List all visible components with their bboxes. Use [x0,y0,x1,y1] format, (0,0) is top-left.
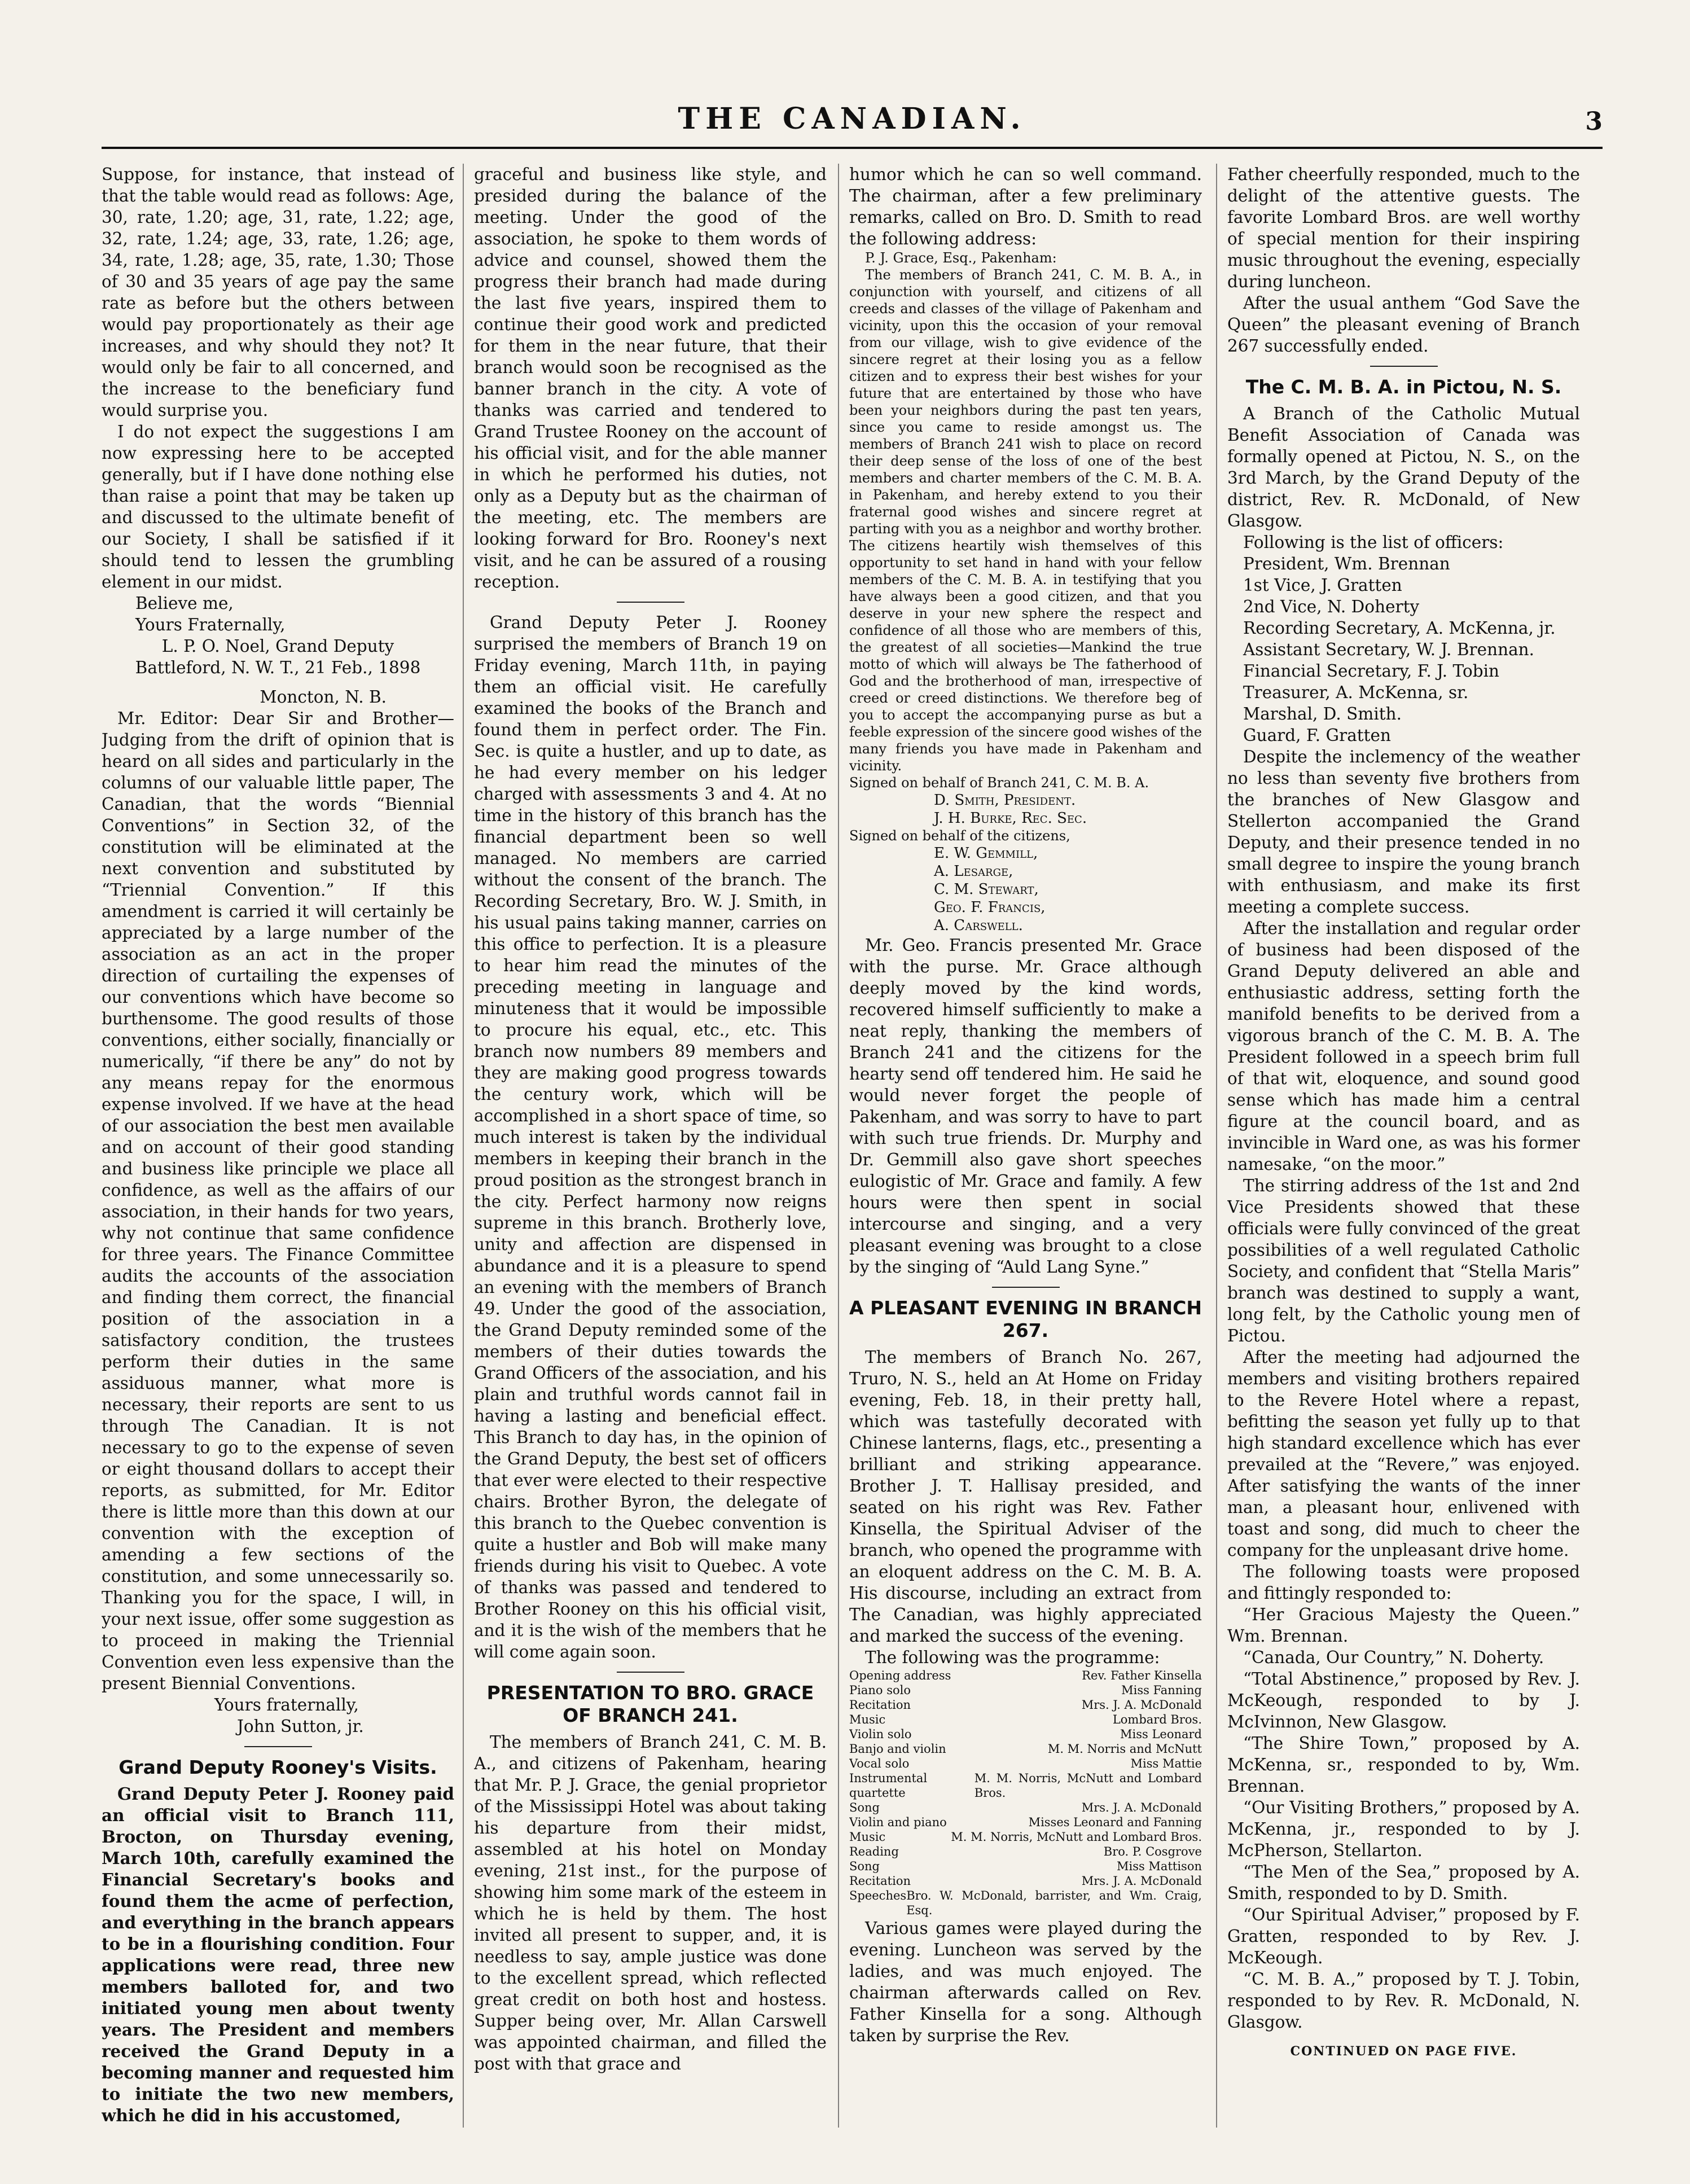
continued-notice: CONTINUED ON PAGE FIVE. [1290,2044,1517,2059]
programme-item-title: Song [849,1860,880,1873]
article-paragraph: Father cheerfully responded, much to the delight of the attentive guests. The favorite Lombard Bros. are well worthy of special mention for their inspiring music throughout the evening, especially during luncheon. [1227,165,1580,291]
article-paragraph: After the meeting had adjourned the members and visiting brothers repaired to the Revere Hotel where a repast, befitting the season yet fully up to that high standard excellence which has ever prevailed at the “Revere,” was enjoyed. After satisfying the wants of the inner man, a pleasant hour, enlivened with toast and song, did much to cheer the company for the unpleasant drive home. [1227,1348,1580,1560]
letter-closing: Yours Fraternally, [135,615,286,634]
article-paragraph: After the installation and regular order of business had been disposed of the Grand Deputy delivered an able and enthusiastic address, setting forth the manifold benefits to be derived from a vigorous branch of the C. M. B. A. The President followed in a speech brim full of that wit, eloquence, and sound good sense which has made him a central figure at the council board, and as invincible in Ward one, as was his former namesake, “on the moor.” [1227,919,1580,1174]
letter-signature: L. P. O. Noel, Grand Deputy [161,637,394,656]
article-paragraph: Mr. Editor: Dear Sir and Brother—Judging from the drift of opinion that is heard on all sides and particularly in the columns of our valuable little paper, The Canadian, that the words “Biennial Conventions” in Section 32, of the constitution will be eliminated at the next convention and substituted by “Triennial Convention.” If this amendment is carried it will certainly be appreciated by a large number of the association as an act in the proper direction of curtailing the expenses of our conventions which have become so burthensome. The good results of those conventions, either socially, financially or numerically, “if there be any” do not by any means repay for the enormous expense involved. If we have at the head of our association the best men available and on account of their good standing and business like principle we place all confidence, as well as the affairs of our association, in their hands for two years, why not continue that same confidence for three years. The Finance Committee audits the accounts of the association and finding them correct, the financial position of the association in a satisfactory condition, the trustees perform their duties in the same assiduous manner, what more is necessary, their reports are sent to us through The Canadian. It is not necessary to go to the expense of seven or eight thousand dollars to accept their reports, as submitted, for Mr. Editor there is little more than this down at our convention with the exception of amending a few sections of the constitution, and some unnecessarily so. Thanking you for the space, I will, in your next issue, offer some suggestion as to proceed in making the Triennial Convention even less expensive than the present Biennial Conventions. [102,709,454,1693]
officer-entry: Assistant Secretary, W. J. Brennan. [1243,640,1535,659]
toast-entry: “Our Spiritual Adviser,” proposed by F. Gratten, responded to by Rev. J. McKeough. [1227,1905,1580,1967]
programme-item-performer: Miss Mattison [1116,1860,1202,1873]
signature-line: Signed on behalf of Branch 241, C. M. B. A. [849,775,1149,791]
programme-item [849,1888,1202,1918]
signer: A. Lesarge, [934,863,1013,880]
programme-item-performer: Lombard Bros. [1112,1713,1202,1726]
column-3 [849,164,1202,2133]
address-text: The members of Branch 241, C. M. B. A., in conjunction with yourself, and citizens of all creeds and classes of the village of Pakenham and vicinity, upon this the occasion of your removal from our village, wish to give evidence of the sincere regret at their losing you as a fellow citizen and to express their best wishes for your future that are entertained by those who have been your neighbors during the past ten years, since you came to reside amongst us. The members of Branch 241 wish to place on record their deep sense of the loss of one of the best members and charter members of the C. M. B. A. in Pakenham, and hereby extend to you their fraternal good wishes and sincere regret at parting with you as a neighbor and worthy brother. The citizens heartily wish themselves of this opportunity to set hand in hand with your fellow members of the C. M. B. A. in testifying that you have always been a good citizen, and that you deserve in your new sphere the respect and confidence of all those who are members of this, the greatest of all societies—Mankind the true motto of which will always be The fatherhood of God and the brotherhood of man, irrespective of creed or creed distinctions. We therefore beg of you to accept the accompanying purse as but a feeble expression of the sincere good wishes of the many friends you have made in Pakenham and vicinity. [849,267,1202,774]
programme-item-title: Piano solo [849,1683,911,1697]
column-2 [474,164,827,2133]
programme-item-performer: Mrs. J. A. McDonald [1081,1874,1202,1888]
programme-item [849,1668,1202,1683]
address-salutation: P. J. Grace, Esq., Pakenham: [865,250,1057,266]
letter-closing: Believe me, [135,594,234,613]
column-1 [102,164,454,2133]
article-paragraph: A Branch of the Catholic Mutual Benefit Association of Canada was formally opened at Pictou, N. S., on the 3rd March, by the Grand Deputy of the district, Rev. R. McDonald, of New Glasgow. [1227,404,1580,530]
programme-item-performer: Miss Fanning [1121,1683,1202,1697]
officer-entry: Treasurer, A. McKenna, sr. [1243,683,1469,702]
programme-item-performer: M. M. Norris and McNutt [1047,1742,1202,1756]
programme-item [849,1815,1202,1830]
programme-item [849,1874,1202,1888]
article-paragraph: The stirring address of the 1st and 2nd Vice Presidents showed that these officials were fully convinced of the great possibilities of a well regulated Catholic Society, and confident that “Stella Maris” branch was destined to supply a want, long felt, by the Catholic young men of Pictou. [1227,1176,1580,1345]
toast-entry: “The Shire Town,” proposed by A. McKenna, sr., responded to by, Wm. Brennan. [1227,1734,1580,1796]
programme-item [849,1800,1202,1815]
programme-item-performer: Mrs. J. A. McDonald [1081,1698,1202,1712]
article-paragraph: The members of Branch No. 267, Truro, N. S., held an At Home on Friday evening, Feb. 18, in their pretty hall, which was tastefully decorated with Chinese lanterns, flags, etc., presenting a brilliant and striking appearance. Brother J. T. Hallisay presided, and seated on his right was Rev. Father Kinsella, the Spiritual Adviser of the branch, who opened the programme with an eloquent address on the C. M. B. A. His discourse, including an extract from The Canadian, was highly appreciated and marked the success of the evening. [849,1348,1202,1646]
officers-list [1227,553,1580,746]
programme-item [849,1727,1202,1742]
programme-item-title: Instrumental quartette [849,1771,928,1800]
section-separator [617,1672,684,1673]
programme-item-title: Recitation [849,1698,911,1712]
letter-signature: John Sutton, jr. [237,1717,364,1736]
programme-item [849,1698,1202,1712]
programme-item [849,1742,1202,1756]
signature-line: Signed on behalf of the citizens, [849,828,1070,844]
programme-item-performer: M. M. Norris, McNutt and Lombard Bros. [974,1771,1202,1800]
programme-item [849,1859,1202,1874]
article-paragraph: Grand Deputy Peter J. Rooney surprised the members of Branch 19 on Friday evening, March 11th, in paying them an official visit. He carefully examined the books of the Branch and found them in perfect order. The Fin. Sec. is quite a hustler, and up to date, as he had every member on his ledger charged with assessments 3 and 4. At no time in the history of this branch has the financial department been so well managed. No members are carried without the consent of the branch. The Recording Secretary, Bro. W. J. Smith, in his usual pains taking manner, carries on this office to perfection. It is a pleasure to hear him read the minutes of the preceding meeting in language and minuteness that it would be impossible to procure his equal, etc., etc. This branch now numbers 89 members and they are making good progress towards the century work, which will be accomplished in a short space of time, so much interest is taken by the individual members in keeping their branch in the proud position as the strongest branch in the city. Perfect harmony now reigns supreme in this branch. Brotherly love, unity and affection are dispensed in abundance and it is a pleasure to spend an evening with the members of Branch 49. Under the good of the association, the Grand Deputy reminded some of the members of their duties towards the Grand Officers of the association, and his plain and truthful words cannot fail in having a lasting and beneficial effect. This Branch to day has, in the opinion of the Grand Deputy, the best set of officers that ever were elected to their respective chairs. Brother Byron, the delegate of this branch to the Quebec convention is quite a hustler and Bob will make many friends during his visit to Quebec. A vote of thanks was passed and tendered to Brother Rooney on this his official visit, and it is the wish of the members that he will come again soon. [474,613,827,1661]
programme-item-title: Reading [849,1845,899,1858]
programme-item-performer: Mrs. J. A. McDonald [1081,1801,1202,1814]
programme-item-performer: Rev. Father Kinsella [1082,1669,1202,1682]
programme-item-title: Opening address [849,1669,951,1682]
newspaper-title: THE CANADIAN. [678,102,1026,136]
officer-entry: 1st Vice, J. Gratten [1243,576,1402,595]
toast-entry: “C. M. B. A.,” proposed by T. J. Tobin, responded to by Rev. R. McDonald, N. Glasgow. [1227,1970,1580,2032]
article-paragraph: After the usual anthem “God Save the Queen” the pleasant evening of Branch 267 successfully ended. [1227,293,1580,356]
programme-item-performer: Misses Leonard and Fanning [1028,1815,1202,1829]
dateline: Moncton, N. B. [260,687,387,707]
programme-item-title: Recitation [849,1874,911,1888]
toasts-list [1227,1604,1580,2033]
letter-place-date: Battleford, N. W. T., 21 Feb., 1898 [135,658,421,677]
column-rule [838,164,839,2128]
programme-item-performer: Bro. W. McDonald, barrister, and Wm. Craig, Esq. [906,1889,1202,1917]
officer-entry: Guard, F. Gratten [1243,726,1391,745]
programme-item-title: Banjo and violin [849,1742,946,1756]
article-heading: The C. M. B. A. in Pictou, N. S. [1245,376,1562,398]
article-paragraph: The following toasts were proposed and fittingly responded to: [1227,1562,1580,1603]
programme-item [849,1756,1202,1771]
section-separator [617,602,684,603]
toast-entry: “Total Abstinence,” proposed by Rev. J. McKeough, responded to by J. McIvinnon, New Glasgow. [1227,1669,1580,1731]
officer-entry: Recording Secretary, A. McKenna, jr. [1243,619,1556,638]
article-paragraph: Following is the list of officers: [1243,533,1504,552]
article-paragraph: graceful and business like style, and presided during the balance of the meeting. Under the good of the association, he spoke to them words of advice and counsel, showed them the progress their branch had made during the last five years, inspired them to continue their good work and predicted for them in the near future, that their branch would soon be recognised as the banner branch in the city. A vote of thanks was carried and tendered to Grand Trustee Rooney on the account of his official visit, and for the able manner in which he performed his duties, not only as a Deputy but as the chairman of the meeting, etc. The members are looking forward for Bro. Rooney's next visit, and he can be assured of a rousing reception. [474,165,827,591]
article-paragraph: Despite the inclemency of the weather no less than seventy five brothers from the branches of New Glasgow and Stellerton accompanied the Grand Deputy, and their presence tended in no small degree to inspire the young branch with enthusiasm, and make its first meeting a complete success. [1227,747,1580,916]
section-separator [1370,366,1438,367]
programme-item [849,1683,1202,1698]
article-paragraph: humor which he can so well command. The chairman, after a few preliminary remarks, called on Bro. D. Smith to read the following address: [849,165,1202,248]
signer: C. M. Stewart, [934,881,1039,898]
programme-item-title: Music [849,1830,886,1844]
column-rule [1216,164,1217,2128]
article-paragraph: Suppose, for instance, that instead of that the table would read as follows: Age, 30, rate, 1.20; age, 31, rate, 1.22; age, 32, rate, 1.24; age, 33, rate, 1.26; age, 34, rate, 1.28; age, 35, rate, 1.30; Those of 30 and 35 years of age pay the same rate as before but the others between would pay proportionately as their age increases, and why should they not? It would only be fair to all concerned, and the increase to the beneficiary fund would surprise you. [102,165,454,420]
column-rule [463,164,464,2128]
article-paragraph: Various games were played during the evening. Luncheon was served by the ladies, and was much enjoyed. The chairman afterwards called on Rev. Father Kinsella for a song. Although taken by surprise the Rev. [849,1919,1202,2045]
article-heading: PRESENTATION TO BRO. GRACE OF BRANCH 241. [486,1682,814,1726]
programme-item-performer: Miss Mattie [1130,1757,1202,1770]
signer: J. H. Burke, Rec. Sec. [934,810,1087,827]
programme-item [849,1712,1202,1727]
page-number: 3 [1585,107,1603,136]
programme-item [849,1844,1202,1859]
programme-list [849,1668,1202,1918]
article-paragraph: Grand Deputy Peter J. Rooney paid an official visit to Branch 111, Brocton, on Thursday evening, March 10th, carefully examined the Financial Secretary's books and found them the acme of perfection, and everything in the branch appears to be in a flourishing condition. Four applications were read, three new members balloted for, and two initiated young men about twenty years. The President and members received the Grand Deputy in a becoming manner and requested him to initiate the two new members, which he did in his accustomed, [102,1784,454,2125]
programme-item-performer: Miss Leonard [1120,1727,1202,1741]
programme-item-title: Song [849,1801,880,1814]
officer-entry: President, Wm. Brennan [1243,554,1450,573]
signer: A. Carswell. [934,917,1023,934]
article-heading: A PLEASANT EVENING IN BRANCH 267. [849,1297,1202,1341]
programme-item-title: Violin and piano [849,1815,947,1829]
toast-entry: “Canada, Our Country,” N. Doherty. [1243,1648,1544,1667]
officer-entry: Financial Secretary, F. J. Tobin [1243,661,1500,681]
officer-entry: 2nd Vice, N. Doherty [1243,597,1420,616]
signer: Geo. F. Francis, [934,899,1046,916]
toast-entry: “Our Visiting Brothers,” proposed by A. McKenna, jr., responded to by J. McPherson, Stellarton. [1227,1798,1580,1860]
programme-item-title: Music [849,1713,886,1726]
toast-entry: “Her Gracious Majesty the Queen.” Wm. Brennan. [1227,1605,1580,1646]
signer: D. Smith, President. [934,792,1076,809]
article-paragraph: Mr. Geo. Francis presented Mr. Grace with the purse. Mr. Grace although deeply moved by the kind words, recovered himself sufficiently to make a neat reply, thanking the members of Branch 241 and the citizens for the hearty send off tendered him. He said he would never forget the people of Pakenham, and was sorry to have to part with such true friends. Dr. Murphy and Dr. Gemmill also gave short speeches eulogistic of Mr. Grace and family. A few hours were then spent in social intercourse and singing, and a very pleasant evening was brought to a close by the singing of “Auld Lang Syne.” [849,936,1202,1277]
programme-item [849,1830,1202,1844]
section-separator [244,1746,312,1747]
letter-closing: Yours fraternally, [214,1695,359,1714]
programme-item [849,1771,1202,1800]
programme-item-performer: Bro. P. Cosgrove [1103,1845,1202,1858]
toast-entry: “The Men of the Sea,” proposed by A. Smith, responded to by D. Smith. [1227,1862,1580,1903]
article-heading: Grand Deputy Rooney's Visits. [118,1756,437,1778]
signer: E. W. Gemmill, [934,845,1038,862]
programme-item-title: Violin solo [849,1727,912,1741]
masthead [102,102,1603,149]
programme-item-performer: M. M. Norris, McNutt and Lombard Bros. [951,1830,1202,1844]
article-paragraph: I do not expect the suggestions I am now expressing here to be accepted generally, but if I have done nothing else than raise a point that may be taken up and discussed to the ultimate benefit of our Society, I shall be satisfied if it should tend to lessen the grumbling element in our midst. [102,422,454,591]
section-separator [992,1287,1060,1288]
programme-item-title: Speeches [849,1889,907,1902]
programme-item-title: Vocal solo [849,1757,910,1770]
column-4 [1227,164,1580,2133]
article-paragraph: The following was the programme: [865,1648,1160,1667]
article-paragraph: The members of Branch 241, C. M. B. A., and citizens of Pakenham, hearing that Mr. P. J. Grace, the genial proprietor of the Mississippi Hotel was about taking his departure from their midst, assembled at his hotel on Monday evening, 21st inst., for the purpose of showing him some mark of the esteem in which he is held by them. The host invited all present to supper, and, it is needless to say, ample justice was done to the excellent spread, which reflected great credit on both host and hostess. Supper being over, Mr. Allan Carswell was appointed chairman, and filled the post with that grace and [474,1733,827,2073]
officer-entry: Marshal, D. Smith. [1243,704,1402,723]
